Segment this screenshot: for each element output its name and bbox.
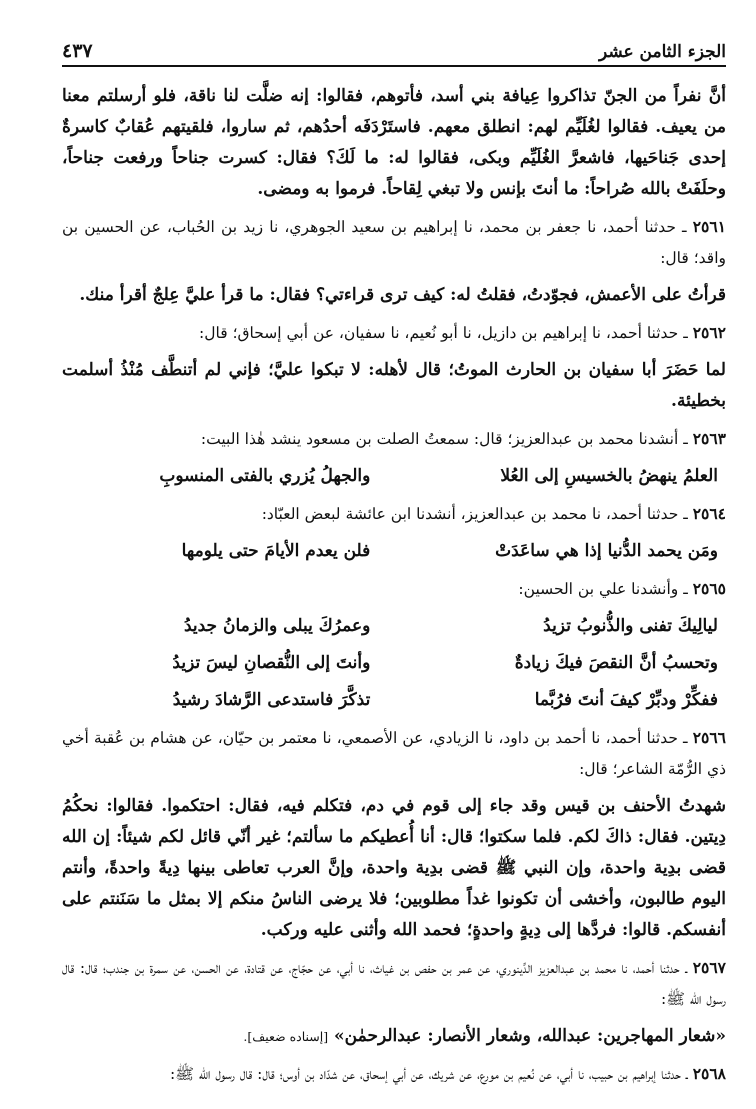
isnad-chain [62, 498, 726, 530]
verse-second-hemistich: وأنتَ إلى النُّقصانِ ليسَ تزيدُ [172, 653, 371, 673]
verse-first-hemistich: ففكِّرْ ودبِّرْ كيفَ أنتَ فرُبَّما [534, 690, 718, 710]
isnad-text: ـ أنشدنا محمد بن عبدالعزيز؛ قال: سمعتُ الصلت بن مسعود ينشد هٰذا البيت: [200, 430, 688, 448]
hadith-number: ٢٥٦٧ [692, 958, 727, 977]
verse-first-hemistich: ومَن يحمد الدُّنيا إذا هي ساعَدَتْ [495, 541, 718, 561]
verse-first-hemistich: وتحسبُ أنَّ النقصَ فيكَ زيادةٌ [514, 653, 718, 673]
narration-text: أنَّ نفراً من الجنّ تذاكروا عِيافة بني أسد، فأتوهم، فقالوا: إنه ضلَّت لنا ناقة، فلو أرسلتم معنا من يعيف. فقالوا لغُلَيِّم لهم: انطلق معهم. فاستَرْدَفَه أحدُهم، ثم ساروا، فلقيتهم عُقابٌ كاسرةٌ إحدى جَناحَيها، فاشعرَّ الغُلَيِّم وبكى، فقالوا له: ما لَكَ؟ فقال: كسرت جناحاً ورفعت جناحاً، وحلَفَتْ بالله صُراحاً: ما أنتَ بإنس ولا تبغي لِقاحاً. فرموا به ومضى. [62, 86, 726, 199]
isnad-chain [62, 722, 726, 785]
isnad-chain [62, 952, 726, 1015]
page-number: ٤٣٧ [62, 40, 93, 62]
isnad-text: ـ حدثنا أحمد، نا محمد بن عبدالعزيز الدِّينوري، عن عمر بن حفص بن غياث، نا أبي، عن حجّاج، عن قتادة، عن الحسن، عن سمرة بن جندب؛ قال: قال رسول الله ﷺ: [62, 959, 726, 1008]
isnad-text: ـ حدثنا أحمد، نا محمد بن عبدالعزيز، أنشدنا ابن عائشة لبعض العبّاد: [261, 505, 688, 523]
narration-text: قرأتُ على الأعمش، فجوّدتُ، فقلتُ له: كيف ترى قراءتي؟ فقال: ما قرأ عليَّ عِلجٌ أقرأ منك. [79, 285, 726, 305]
hadith-number: ٢٥٦٥ [692, 579, 726, 598]
running-title: الجزء الثامن عشر [598, 42, 726, 62]
isnad-text: ـ وأنشدنا علي بن الحسين: [518, 580, 688, 598]
hadith-matn: «شعار المهاجرين: عبدالله، وشعار الأنصار: عبدالرحمٰن» [334, 1026, 726, 1046]
hadith-grade: [إسناده ضعيف]. [243, 1029, 329, 1044]
poem-verse [62, 648, 726, 679]
poem-verse [62, 461, 726, 492]
page-content [62, 81, 726, 1090]
verse-second-hemistich: والجهلُ يُزري بالفتى المنسوبِ [159, 466, 371, 486]
hadith-text [62, 1021, 726, 1052]
verse-second-hemistich: وعمرُكَ يبلى والزمانُ جديدُ [183, 616, 371, 636]
verse-second-hemistich: تذكَّرَ فاستدعى الرَّشادَ رشيدُ [172, 690, 371, 710]
isnad-chain [62, 317, 726, 349]
verse-first-hemistich: ليالِيكَ تفنى والذُّنوبُ تزيدُ [543, 616, 718, 636]
isnad-chain [62, 573, 726, 605]
poem-verse [62, 536, 726, 567]
page-header [62, 22, 726, 67]
isnad-text: ـ حدثنا أحمد، نا أحمد بن داود، نا الزيادي، عن الأصمعي، نا معتمر بن حيّان، عن هشام بن عُقبة أخي ذي الرُّمّة الشاعر؛ قال: [62, 729, 726, 778]
verse-second-hemistich: فلن يعدم الأيامَ حتى يلومها [181, 541, 371, 561]
isnad-text: ـ حدثنا أحمد، نا إبراهيم بن دازيل، نا أبو نُعيم، نا سفيان، عن أبي إسحاق؛ قال: [199, 324, 688, 342]
isnad-text: ـ حدثنا أحمد، نا جعفر بن محمد، نا إبراهيم بن سعيد الجوهري، نا زيد بن الحُباب، عن الحسين بن واقد؛ قال: [62, 218, 726, 267]
isnad-chain [62, 1058, 726, 1090]
isnad-chain [62, 211, 726, 274]
narration-text: لما حَضَرَ أبا سفيان بن الحارث الموتُ؛ قال لأهله: لا تبكوا عليَّ؛ فإني لم أتنطَّف مُنْذُ أسلمت بخطيئة. [62, 360, 726, 411]
poem-verse [62, 611, 726, 642]
hadith-number: ٢٥٦٤ [692, 504, 726, 523]
isnad-chain [62, 423, 726, 455]
hadith-number: ٢٥٦١ [692, 217, 726, 236]
hadith-number: ٢٥٦٨ [692, 1064, 726, 1083]
hadith-number: ٢٥٦٣ [692, 429, 726, 448]
narration-text: شهدتُ الأحنف بن قيس وقد جاء إلى قوم في دم، فتكلم فيه، فقال: احتكموا. فقالوا: نحكُمُ دِيتين. فقال: ذاكَ لكم. فلما سكتوا؛ قال: أنا أُعطيكم ما سألتم؛ غير أنّي قائل لكم شيئاً: إن الله قضى بدِية واحدة، وإن النبي ﷺ قضى بدِية واحدة، وإنَّ العرب تعاطى بينها دِيةً واحدةً، وأنتم اليوم طالبون، وأخشى أن تكونوا غداً مطلوبين؛ فلا يرضى الناسُ منكم إلا بمثل ما سَنَنتم على أنفسكم. قالوا: فردَّها إلى دِيةٍ واحدةٍ؛ فحمد الله وأثنى عليه وركب. [62, 796, 726, 940]
isnad-text: ـ حدثنا إبراهيم بن حبيب، نا أبي، عن نُعيم بن مورع، عن شريك، عن أبي إسحاق، عن شدّاد بن أوس؛ قال: قال رسول الله ﷺ: [169, 1065, 688, 1083]
hadith-number: ٢٥٦٢ [692, 323, 726, 342]
hadith-number: ٢٥٦٦ [692, 728, 726, 747]
book-page [62, 22, 726, 1089]
poem-verse [62, 685, 726, 716]
verse-first-hemistich: العلمُ ينهضُ بالخسيسِ إلى العُلا [500, 466, 718, 486]
